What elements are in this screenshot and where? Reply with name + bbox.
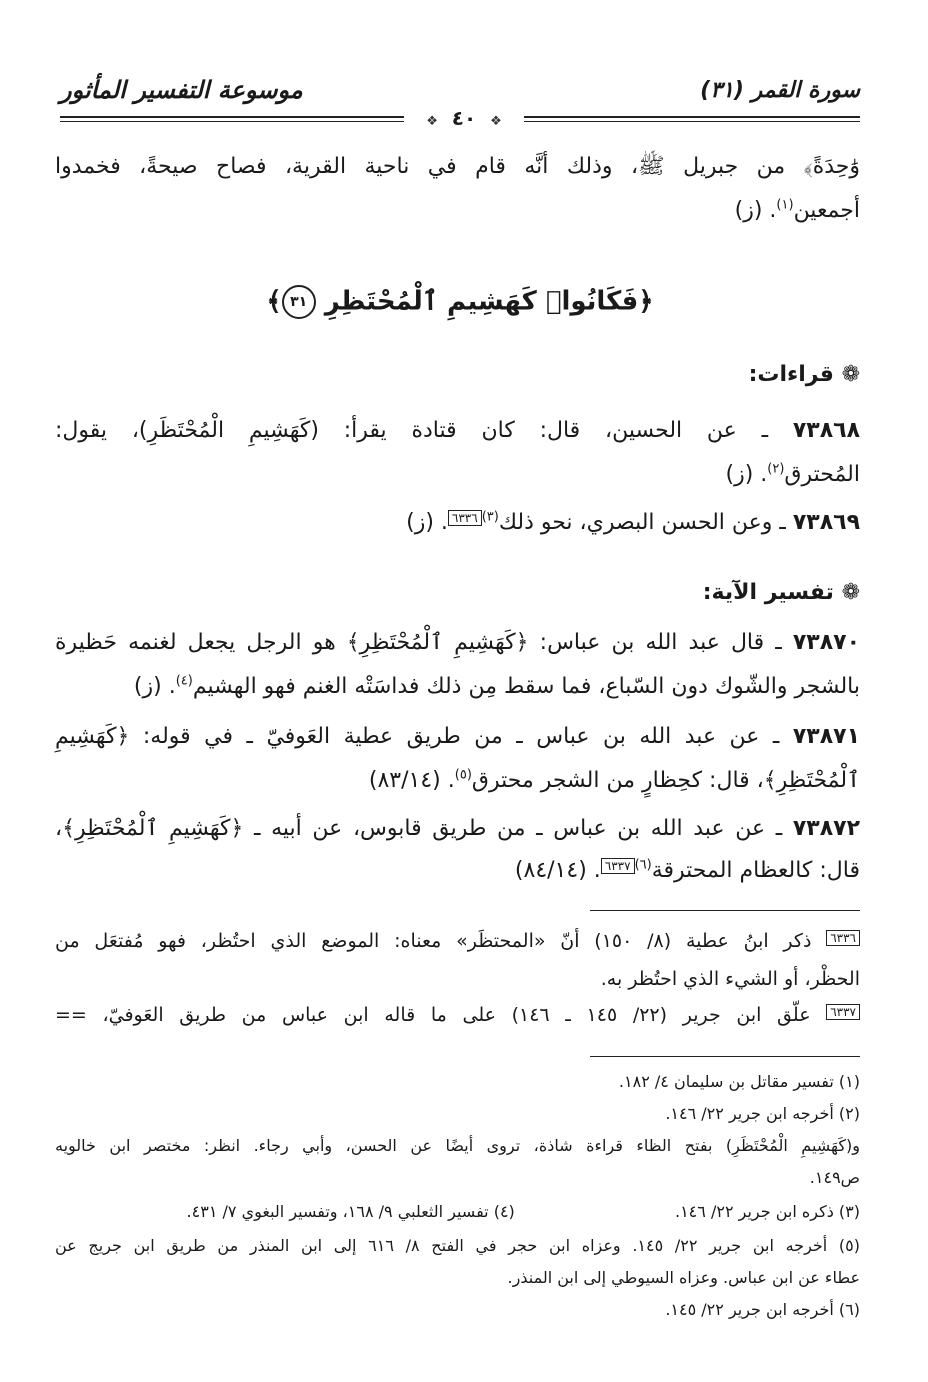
footnote-3: (٣) ذكره ابن جرير ٢٢/ ١٤٦. (674, 1202, 860, 1221)
entry-number: ٧٣٨٧٠ (792, 630, 860, 655)
entry-73872-line-2: قال: كالعظام المحترقة$^{(٦)}$٦٣٣٧. (٨٤/١٤) (514, 857, 860, 883)
ornament-icon: ❖ (490, 114, 502, 129)
footnote-ref: (٥) (454, 767, 472, 783)
ayah-number-icon: ٣١ (282, 285, 316, 319)
intro-line-1: وَٰحِدَةً﴾ من جبريل ﷺ، وذلك أنَّه قام في ناحية القرية، فصاح صيحةً، فخمدوا (55, 154, 860, 179)
note-ref-box: ٦٣٣٦ (448, 510, 482, 526)
verse-text: ﴿فَكَانُوا۟ كَهَشِيمِ ٱلْمُحْتَظِرِ (324, 286, 654, 317)
entry-73868-line-2: المُحترق$^{(٢)}$. (ز) (725, 461, 860, 487)
entry-number: ٧٣٨٦٩ (792, 510, 860, 535)
entry-73871-line-1: ٧٣٨٧١ ـ عن عبد الله بن عباس ـ من طريق عطية العَوفيّ ـ في قوله: ﴿كَهَشِيمِ (55, 724, 861, 749)
footnote-ref: (٣) (481, 509, 499, 525)
note-6336-line-1: ٦٣٣٦ ذكر ابنُ عطية (٨/ ١٥٠) أنّ «المحتظَر» معناه: الموضع الذي احتُظر، فهو مُفتعَل من (55, 930, 860, 952)
footnote-2-extra-line-1: و(كَهَشِيمِ الْمُحْتَظَرِ) بفتح الظاء قراءة شاذة، تروى أيضًا عن الحسن، وأبي رجاء. انظر: مختصر ابن خالويه (55, 1136, 860, 1155)
footnote-1: (١) تفسير مقاتل بن سليمان ٤/ ١٨٢. (618, 1072, 860, 1091)
footnotes-separator (590, 1056, 860, 1057)
flower-icon: ❁ (841, 362, 860, 387)
footnote-5-line-2: عطاء عن ابن عباس. وعزاه السيوطي إلى ابن المنذر. (507, 1268, 860, 1287)
note-6337-line-1: ٦٣٣٧ علّق ابن جرير (٢٢/ ١٤٥ ـ ١٤٦) على ما قاله ابن عباس من طريق العَوفيّ، == (55, 1004, 860, 1026)
entry-73870-line-1: ٧٣٨٧٠ ـ قال عبد الله بن عباس: ﴿كَهَشِيمِ ٱلْمُحْتَظِرِ﴾ هو الرجل يجعل لغنمه حَظيرة (55, 630, 860, 655)
footnote-ref: (١) (776, 197, 794, 213)
entry-number: ٧٣٨٦٨ (792, 418, 861, 443)
intro-line-2: أجمعين$^{(١)}$. (ز) (734, 197, 860, 223)
footnote-2: (٢) أخرجه ابن جرير ٢٢/ ١٤٦. (665, 1104, 860, 1123)
entry-number: ٧٣٨٧١ (792, 724, 861, 749)
entry-73872-line-1: ٧٣٨٧٢ ـ عن عبد الله بن عباس ـ من طريق قابوس، عن أبيه ـ ﴿كَهَشِيمِ ٱلْمُحْتَظِرِ﴾، (55, 816, 860, 841)
note-6336-line-2: الحظْر، أو الشيء الذي احتُظر به. (600, 968, 860, 990)
page-number-block (404, 104, 524, 132)
entry-73870-line-2: بالشجر والشّوك دون السّباع، فما سقط مِن ذلك فداسَتْه الغنم فهو الهشيم$^{(٤)}$. (ز) (133, 673, 860, 699)
footnote-3-4-row (55, 1202, 860, 1221)
footnote-6: (٦) أخرجه ابن جرير ٢٢/ ١٤٥. (665, 1300, 860, 1319)
entry-73868-line-1: ٧٣٨٦٨ ـ عن الحسين، قال: كان قتادة يقرأ: (كَهَشِيمِ الْمُحْتَظَرِ)، يقول: (55, 418, 861, 443)
entry-73869-line-1: ٧٣٨٦٩ ـ وعن الحسن البصري، نحو ذلك$^{(٣)}$٦٣٣٦. (ز) (406, 509, 860, 535)
footnote-ref: (٤) (175, 673, 193, 689)
page-number: ٤٠ (451, 106, 477, 130)
notes-separator (590, 910, 860, 911)
note-box: ٦٣٣٦ (826, 930, 860, 946)
footnote-ref: (٢) (767, 461, 785, 477)
section-tafsir-title: ❁ تفسير الآية: (702, 580, 860, 605)
entry-73871-line-2: ٱلْمُحْتَظِرِ﴾، قال: كحِظارٍ من الشجر محترق$^{(٥)}$. (٨٣/١٤) (368, 767, 860, 793)
ornament-icon: ❖ (426, 114, 438, 129)
flower-icon: ❁ (841, 580, 860, 605)
note-box: ٦٣٣٧ (826, 1004, 860, 1020)
section-qiraat-title: ❁ قراءات: (748, 362, 860, 387)
book-title: موسوعة التفسير المأثور (60, 76, 303, 104)
note-ref-box: ٦٣٣٧ (601, 858, 635, 874)
entry-number: ٧٣٨٧٢ (792, 816, 860, 841)
footnote-5-line-1: (٥) أخرجه ابن جرير ٢٢/ ١٤٥. وعزاه ابن حجر في الفتح ٨/ ٦١٦ إلى ابن المنذر من طريق ابن جريج عن (55, 1236, 861, 1255)
footnote-ref: (٦) (634, 857, 652, 873)
footnote-2-extra-line-2: ص١٤٩. (809, 1168, 860, 1187)
surah-title: سورة القمر (٣١) (700, 78, 860, 103)
footnote-4: (٤) تفسير الثعلبي ٩/ ١٦٨، وتفسير البغوي ٧/ ٤٣١. (186, 1202, 515, 1221)
quran-verse: ﴿فَكَانُوا۟ كَهَشِيمِ ٱلْمُحْتَظِرِ ٣١﴾ (60, 285, 860, 319)
